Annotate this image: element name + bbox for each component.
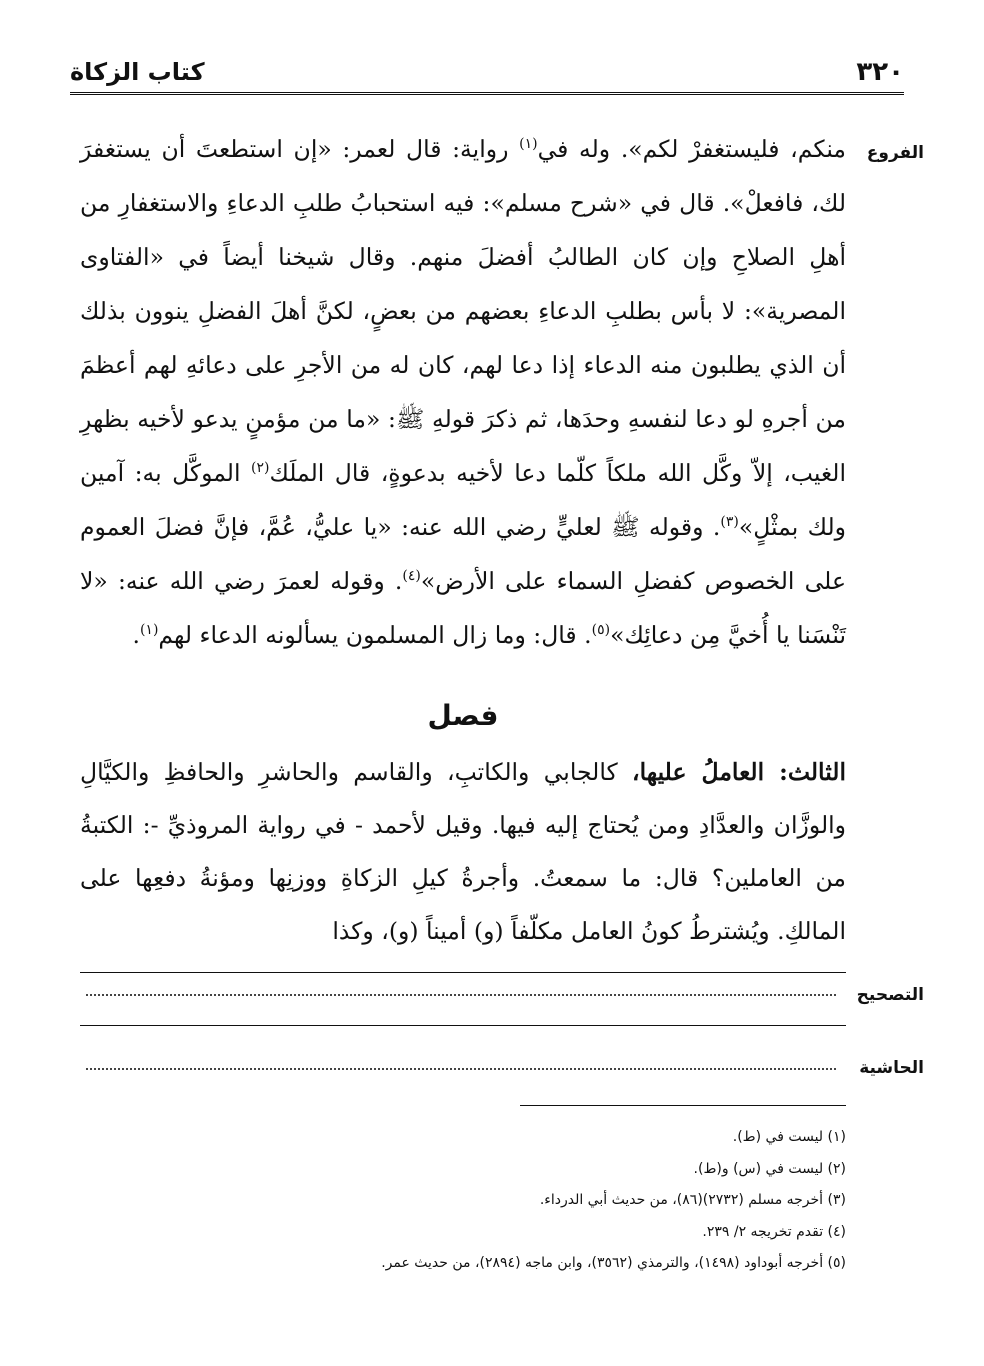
main-text-part4: . وقوله ﷺ لعليٍّ رضي الله عنه: «يا عليُّ، عُمَّ، فإنَّ فضلَ العموم على الخصوص كفضلِ السماء على الأرض» xyxy=(80,513,846,595)
footnote-ref: (١) xyxy=(519,136,538,153)
section-heading: فصل xyxy=(427,699,499,732)
page-number: ٣٢٠ xyxy=(856,57,904,87)
footnote-item: (٣) أخرجه مسلم (٢٧٣٢)(٨٦)، من حديث أبي الدرداء. xyxy=(539,1192,846,1208)
margin-label-tashih: التصحيح xyxy=(856,985,924,1005)
main-text-block xyxy=(80,122,846,662)
footnote-ref: (١) xyxy=(139,622,159,639)
divider-rule xyxy=(80,972,846,973)
second-text-lead: الثالث: العاملُ عليها، xyxy=(632,758,846,786)
main-text-part2: رواية: قال لعمر: «إن استطعتَ أن يستغفرَ لك، فافعلْ». قال في «شرح مسلم»: فيه استحبابُ طلبِ الدعاءِ والاستغفارِ من أهلِ الصلاحِ وإن كان الطالبُ أفضلَ منهم. وقال شيخنا أيضاً في «الفتاوى المصرية»: لا بأس بطلبِ الدعاءِ بعضهم من بعضٍ، لكنَّ أهلَ الفضلِ ينوون بذلك أن الذي يطلبون منه الدعاء إذا دعا لهم، كان له من الأجرِ على دعائهِ لهم أعظمَ من أجرهِ لو دعا لنفسهِ وحدَها، ثم ذكرَ قولهِ ﷺ: «ما من مؤمنٍ يدعو لأخيه بظهرِ الغيب، إلاّ وكَّل الله ملكاً كلّما دعا لأخيه بدعوةٍ، قال الملَك xyxy=(80,135,846,487)
main-text-part6: . قال: وما زال المسلمون يسألونه الدعاء لهم xyxy=(158,621,592,649)
footnote-item: (٥) أخرجه أبوداود (١٤٩٨)، والترمذي (٣٥٦٢)، وابن ماجه (٢٨٩٤)، من حديث عمر. xyxy=(381,1255,846,1271)
main-text-part7: . xyxy=(132,621,140,649)
footnote-item: (٤) تقدم تخريجه ٢/ ٢٣٩. xyxy=(702,1223,846,1240)
footnote-item: (٢) ليست في (س) و(ط). xyxy=(693,1160,846,1177)
footnote-item: (١) ليست في (ط). xyxy=(732,1129,846,1145)
divider-rule xyxy=(80,1025,846,1026)
header-rule xyxy=(70,92,904,95)
margin-label-hashiya: الحاشية xyxy=(859,1058,924,1078)
footnote-ref: (٣) xyxy=(720,514,739,531)
main-text-part1: منكم، فليستغفرْ لكم». وله في xyxy=(537,135,846,163)
footnotes xyxy=(80,1122,846,1280)
footnote-rule xyxy=(520,1105,846,1106)
footnote-ref: (٥) xyxy=(591,622,611,639)
page-header xyxy=(70,55,904,89)
footnote-ref: (٤) xyxy=(402,568,421,585)
second-text-block xyxy=(80,746,846,958)
hashiya-dotted-line xyxy=(86,1068,836,1070)
main-text-part3: الموكَّل به: آمين ولك بمثْلٍ» xyxy=(80,459,846,541)
margin-label-furu: الفروع xyxy=(866,143,924,163)
tashih-dotted-line xyxy=(86,994,836,996)
second-paragraph xyxy=(80,746,846,958)
running-title: كتاب الزكاة xyxy=(70,58,205,86)
main-text-part5: . وقوله لعمرَ رضي الله عنه: «لا تَنْسَنا يا أُخيَّ مِن دعائِك» xyxy=(80,567,846,649)
main-paragraph xyxy=(80,122,846,662)
second-text-body: كالجابي والكاتبِ، والقاسم والحاشرِ والحافظِ والكيَّالِ والوزَّان والعدَّادِ ومن يُحتاج إليه فيها. وقيل لأحمد - في رواية المروذيِّ -: الكتبةُ من العاملين؟ قال: ما سمعتُ. وأجرةُ كيلِ الزكاةِ ووزنِها ومؤنةُ دفعِها على المالكِ. ويُشترطُ كونُ العامل مكلّفاً (و) أميناً (و)، وكذا xyxy=(80,758,846,945)
footnote-ref: (٢) xyxy=(250,460,270,477)
